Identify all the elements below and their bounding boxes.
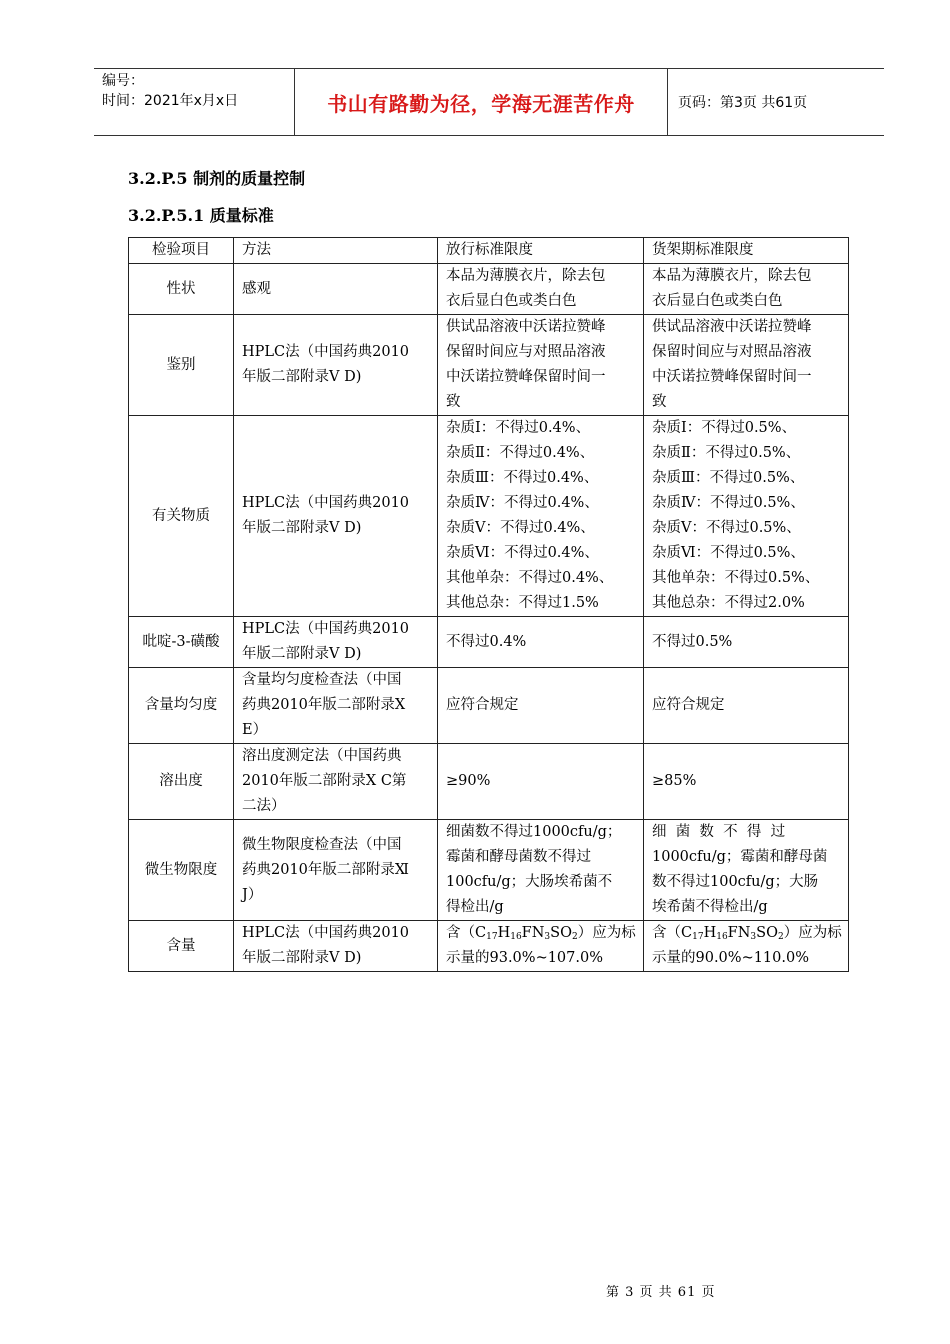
- footer-page-number: 第 3 页 共 61 页: [606, 1285, 716, 1300]
- page-header: [94, 68, 884, 136]
- row-method: HPLC法（中国药典2010 年版二部附录Ⅴ D): [234, 921, 438, 972]
- row-item: 微生物限度: [129, 820, 234, 921]
- table-row: [129, 921, 849, 972]
- row-release: 应符合规定: [438, 668, 644, 744]
- header-meta: [94, 69, 294, 135]
- header-method: 方法: [234, 238, 438, 264]
- row-release: 不得过0.4%: [438, 617, 644, 668]
- row-item: 含量: [129, 921, 234, 972]
- header-page-label: 页码：第3页 共61页: [678, 95, 808, 111]
- quality-spec-table: [128, 237, 849, 972]
- table-row: [129, 668, 849, 744]
- row-method: HPLC法（中国药典2010 年版二部附录Ⅴ D): [234, 416, 438, 617]
- subsection-title: 3.2.P.5.1 质量标准: [128, 206, 274, 225]
- row-shelf: 含$(C_{17}H_{16}FN_3SO_2)$应为标 示量的90.0%~110.0%: [644, 921, 849, 972]
- row-method: HPLC法（中国药典2010 年版二部附录Ⅴ D): [234, 315, 438, 416]
- section-title: 3.2.P.5 制剂的质量控制: [128, 169, 306, 188]
- table-row: [129, 416, 849, 617]
- row-item: 吡啶-3-磺酸: [129, 617, 234, 668]
- row-item: 含量均匀度: [129, 668, 234, 744]
- row-shelf: 杂质Ⅰ：不得过0.5%、 杂质Ⅱ：不得过0.5%、 杂质Ⅲ：不得过0.5%、 杂质Ⅳ：不得过0.5%、 杂质Ⅴ：不得过0.5%、 杂质Ⅵ：不得过0.5%、 其他单杂：不得过0.5%、 其他总杂：不得过2.0%: [644, 416, 849, 617]
- table-row: [129, 820, 849, 921]
- row-item: 鉴别: [129, 315, 234, 416]
- row-shelf: 细 菌 数 不 得 过 1000cfu/g；霉菌和酵母菌 数不得过100cfu/g；大肠 埃希菌不得检出/g: [644, 820, 849, 921]
- table-row: [129, 744, 849, 820]
- header-item: 检验项目: [129, 238, 234, 264]
- row-release: 含$(C_{17}H_{16}FN_3SO_2)$应为标 示量的93.0%~107.0%: [438, 921, 644, 972]
- row-release: ≥90%: [438, 744, 644, 820]
- row-release: 本品为薄膜衣片，除去包 衣后显白色或类白色: [438, 264, 644, 315]
- row-release: 供试品溶液中沃诺拉赞峰 保留时间应与对照品溶液 中沃诺拉赞峰保留时间一 致: [438, 315, 644, 416]
- table-row: [129, 315, 849, 416]
- row-method: 感观: [234, 264, 438, 315]
- header-motto: 书山有路勤为径，学海无涯苦作舟: [294, 69, 668, 135]
- row-method: 微生物限度检查法（中国 药典2010年版二部附录Ⅺ J）: [234, 820, 438, 921]
- row-shelf: 本品为薄膜衣片，除去包 衣后显白色或类白色: [644, 264, 849, 315]
- time-label: 时间：2021年x月x日: [102, 93, 239, 109]
- row-method: 含量均匀度检查法（中国 药典2010年版二部附录Ⅹ E）: [234, 668, 438, 744]
- table-row: [129, 264, 849, 315]
- row-release: 细菌数不得过1000cfu/g； 霉菌和酵母菌数不得过 100cfu/g；大肠埃希菌不 得检出/g: [438, 820, 644, 921]
- row-method: HPLC法（中国药典2010 年版二部附录Ⅴ D): [234, 617, 438, 668]
- row-shelf: 不得过0.5%: [644, 617, 849, 668]
- row-item: 性状: [129, 264, 234, 315]
- row-release: 杂质Ⅰ：不得过0.4%、 杂质Ⅱ：不得过0.4%、 杂质Ⅲ：不得过0.4%、 杂质Ⅳ：不得过0.4%、 杂质Ⅴ：不得过0.4%、 杂质Ⅵ：不得过0.4%、 其他单杂：不得过0.4%、 其他总杂：不得过1.5%: [438, 416, 644, 617]
- header-release: 放行标准限度: [438, 238, 644, 264]
- table-row: [129, 617, 849, 668]
- row-shelf: 应符合规定: [644, 668, 849, 744]
- row-method: 溶出度测定法（中国药典 2010年版二部附录Ⅹ C第 二法）: [234, 744, 438, 820]
- table-header-row: [129, 238, 849, 264]
- row-item: 溶出度: [129, 744, 234, 820]
- code-label: 编号：: [102, 73, 144, 89]
- row-shelf: 供试品溶液中沃诺拉赞峰 保留时间应与对照品溶液 中沃诺拉赞峰保留时间一 致: [644, 315, 849, 416]
- row-shelf: ≥85%: [644, 744, 849, 820]
- header-shelf: 货架期标准限度: [644, 238, 849, 264]
- row-item: 有关物质: [129, 416, 234, 617]
